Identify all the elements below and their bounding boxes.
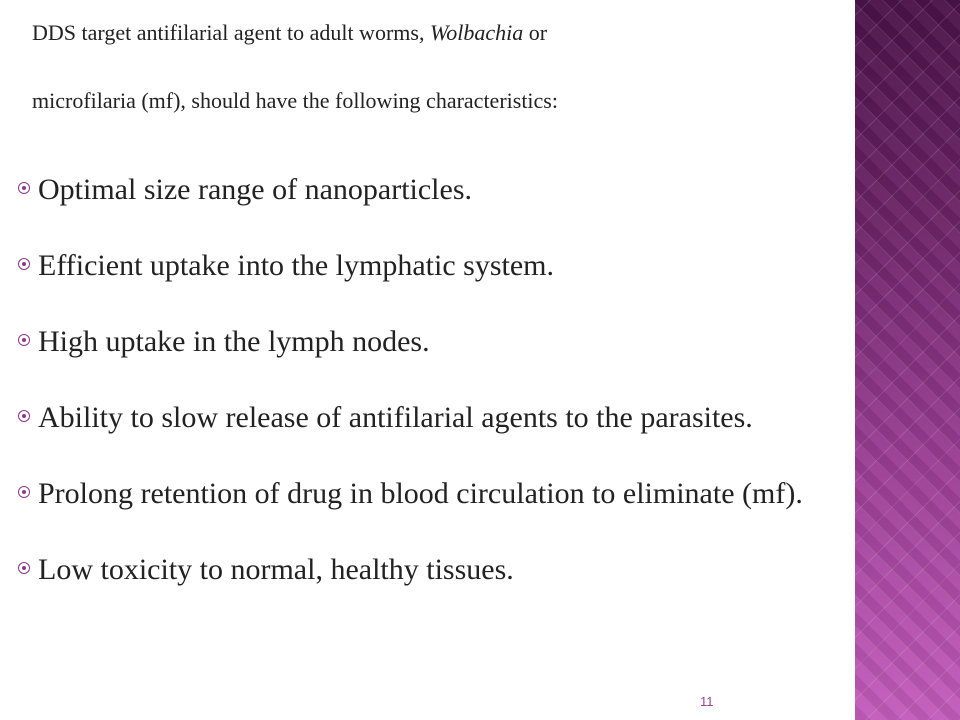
circle-bullet-icon [18,258,30,270]
list-item [18,166,848,214]
intro-line-2: microfilaria (mf), should have the following characteristics: [32,88,558,113]
list-item-text: Low toxicity to normal, healthy tissues. [38,553,514,586]
intro-italic-term: Wolbachia [429,20,524,45]
circle-bullet-icon [18,486,30,498]
list-item-text: Prolong retention of drug in blood circulation to eliminate (mf). [38,477,803,510]
list-item [18,394,848,442]
intro-paragraph [32,14,842,120]
circle-bullet-icon [18,410,30,422]
page-number: 11 [700,694,714,709]
decorative-side-panel [855,0,960,720]
intro-text-start: DDS target antifilarial agent to adult worms, [32,20,425,45]
list-item [18,470,848,518]
circle-bullet-icon [18,334,30,346]
intro-text-end: or [528,20,548,45]
list-item-text: Ability to slow release of antifilarial agents to the parasites. [38,401,753,434]
characteristics-list [18,166,848,622]
list-item-text: Efficient uptake into the lymphatic system. [38,249,554,282]
circle-bullet-icon [18,182,30,194]
list-item [18,318,848,366]
list-item [18,546,848,594]
list-item-text: Optimal size range of nanoparticles. [38,173,473,206]
intro-line-1 [32,14,842,52]
list-item [18,242,848,290]
list-item-text: High uptake in the lymph nodes. [38,325,430,358]
circle-bullet-icon [18,562,30,574]
